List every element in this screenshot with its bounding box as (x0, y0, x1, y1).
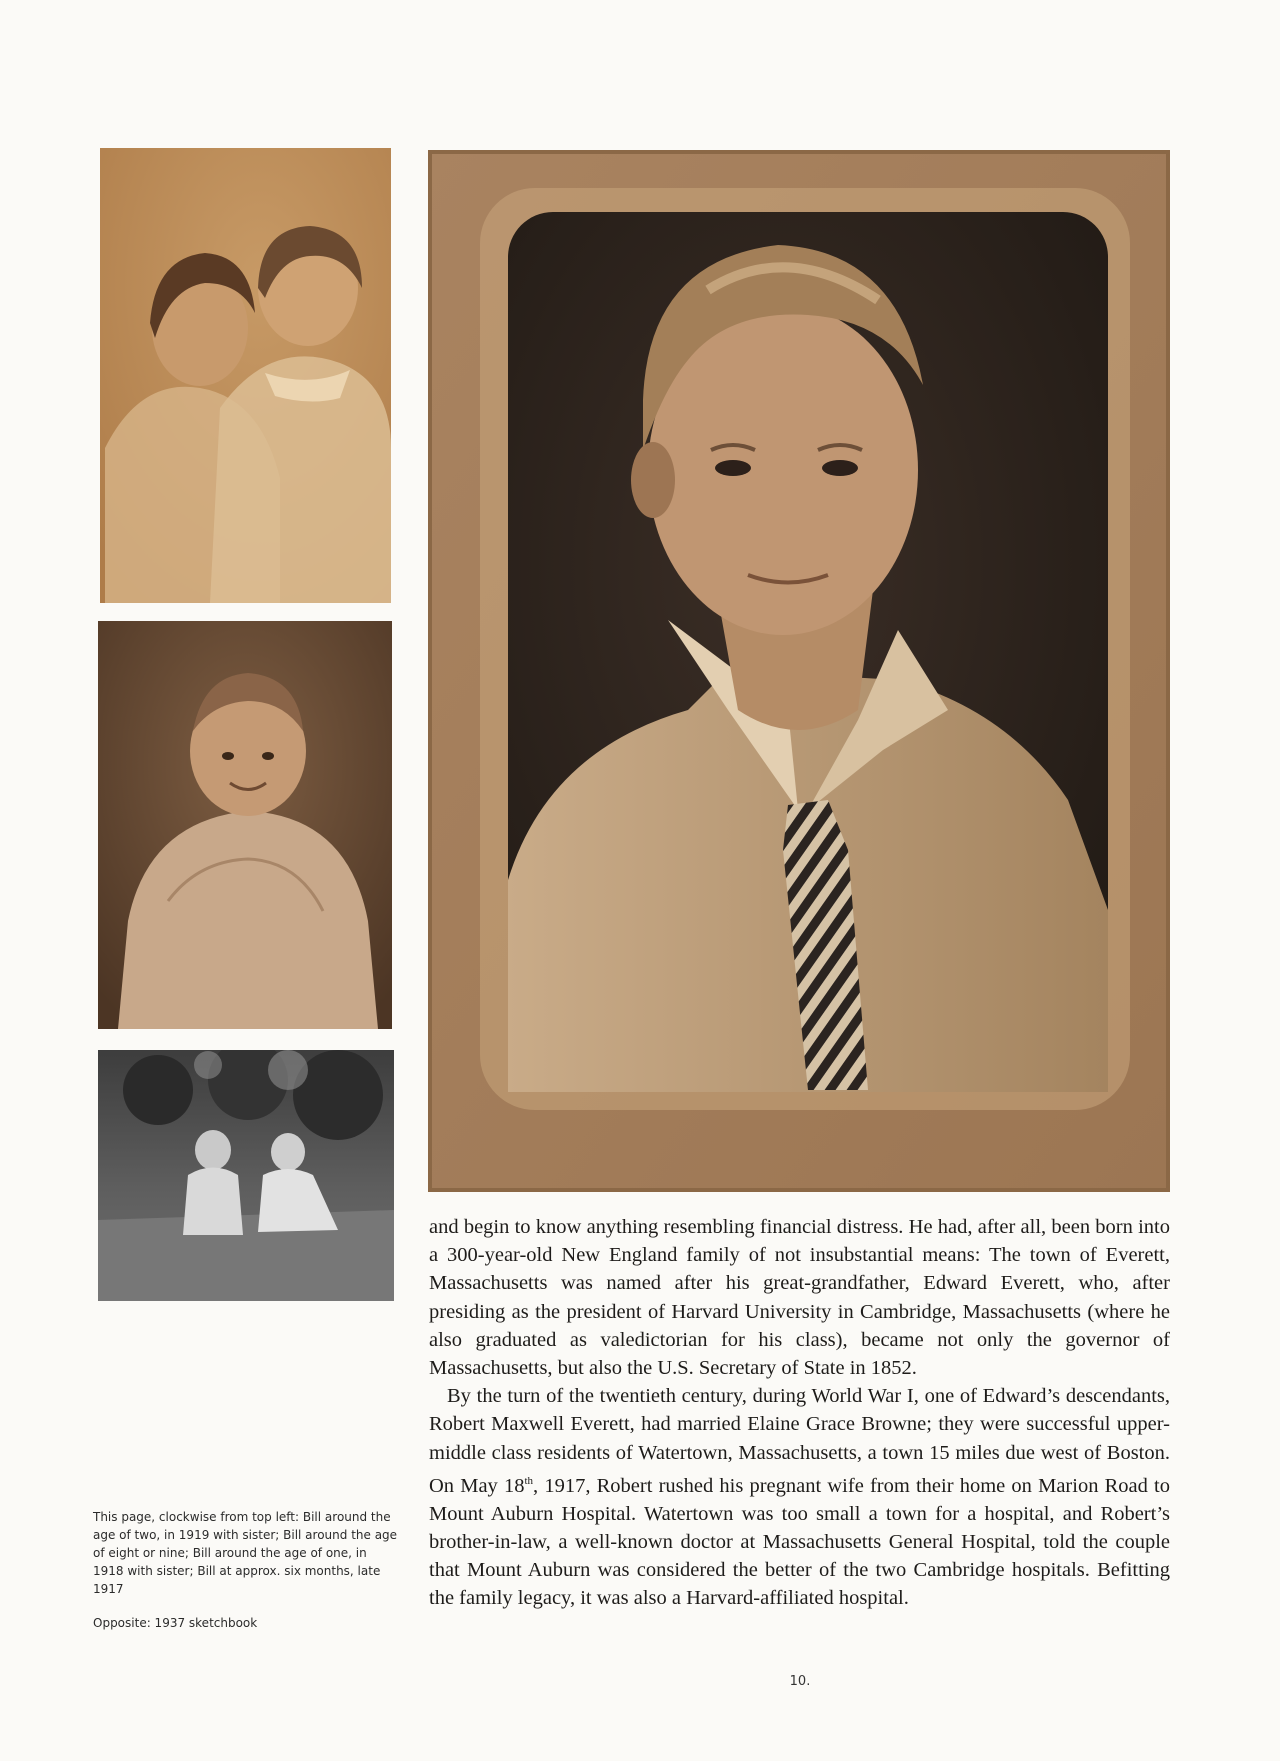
body-text (429, 1213, 1170, 1613)
paragraph-2-part-b: , 1917, Robert rushed his pregnant wife from their home on Marion Road to Mount Auburn Hospital. Watertown was too small a town for a hospital, and Robert’s brother-in-law, a well-known doctor at Massachusetts General Hospital, told the couple that Mount Auburn was considered the better of the two Cambridge hospitals. Befitting the family legacy, it was also a Harvard-affiliated hospital. (429, 1474, 1170, 1610)
paragraph-2 (429, 1382, 1170, 1612)
paragraph-2-part-a: By the turn of the twentieth century, during World War I, one of Edward’s descendants, Robert Maxwell Everett, had married Elaine Grace Browne; they were successful upper-middle class residents of Watertown, Massachusetts, a town 15 miles due west of Boston. On May 18 (429, 1385, 1170, 1497)
caption-opposite-text: Opposite: 1937 sketchbook (93, 1616, 258, 1630)
photo-baby (98, 621, 392, 1029)
photo-outdoor (98, 1050, 394, 1301)
photo-portrait (428, 150, 1170, 1192)
paragraph-2-superscript: th (524, 1474, 534, 1487)
photo-sisters (100, 148, 391, 603)
page-number: 10. (789, 1674, 811, 1689)
paragraph-1: and begin to know anything resembling financial distress. He had, after all, been born into a 300-year-old New England family of not insubstantial means: The town of Everett, Massachusetts was named after his great-grandfather, Edward Everett, who, after presiding as the president of Harvard University in Cambridge, Massachusetts (where he also graduated as valedictorian for his class), became not only the governor of Massachusetts, but also the U.S. Secretary of State in 1852. (429, 1216, 1170, 1380)
caption-main-text: This page, clockwise from top left: Bill around the age of two, in 1919 with sister; Bill around the age of eight or nine; Bill around the age of one, in 1918 with sister; Bill at approx. six months, late 1917 (93, 1510, 398, 1596)
caption-opposite (93, 1510, 398, 1632)
